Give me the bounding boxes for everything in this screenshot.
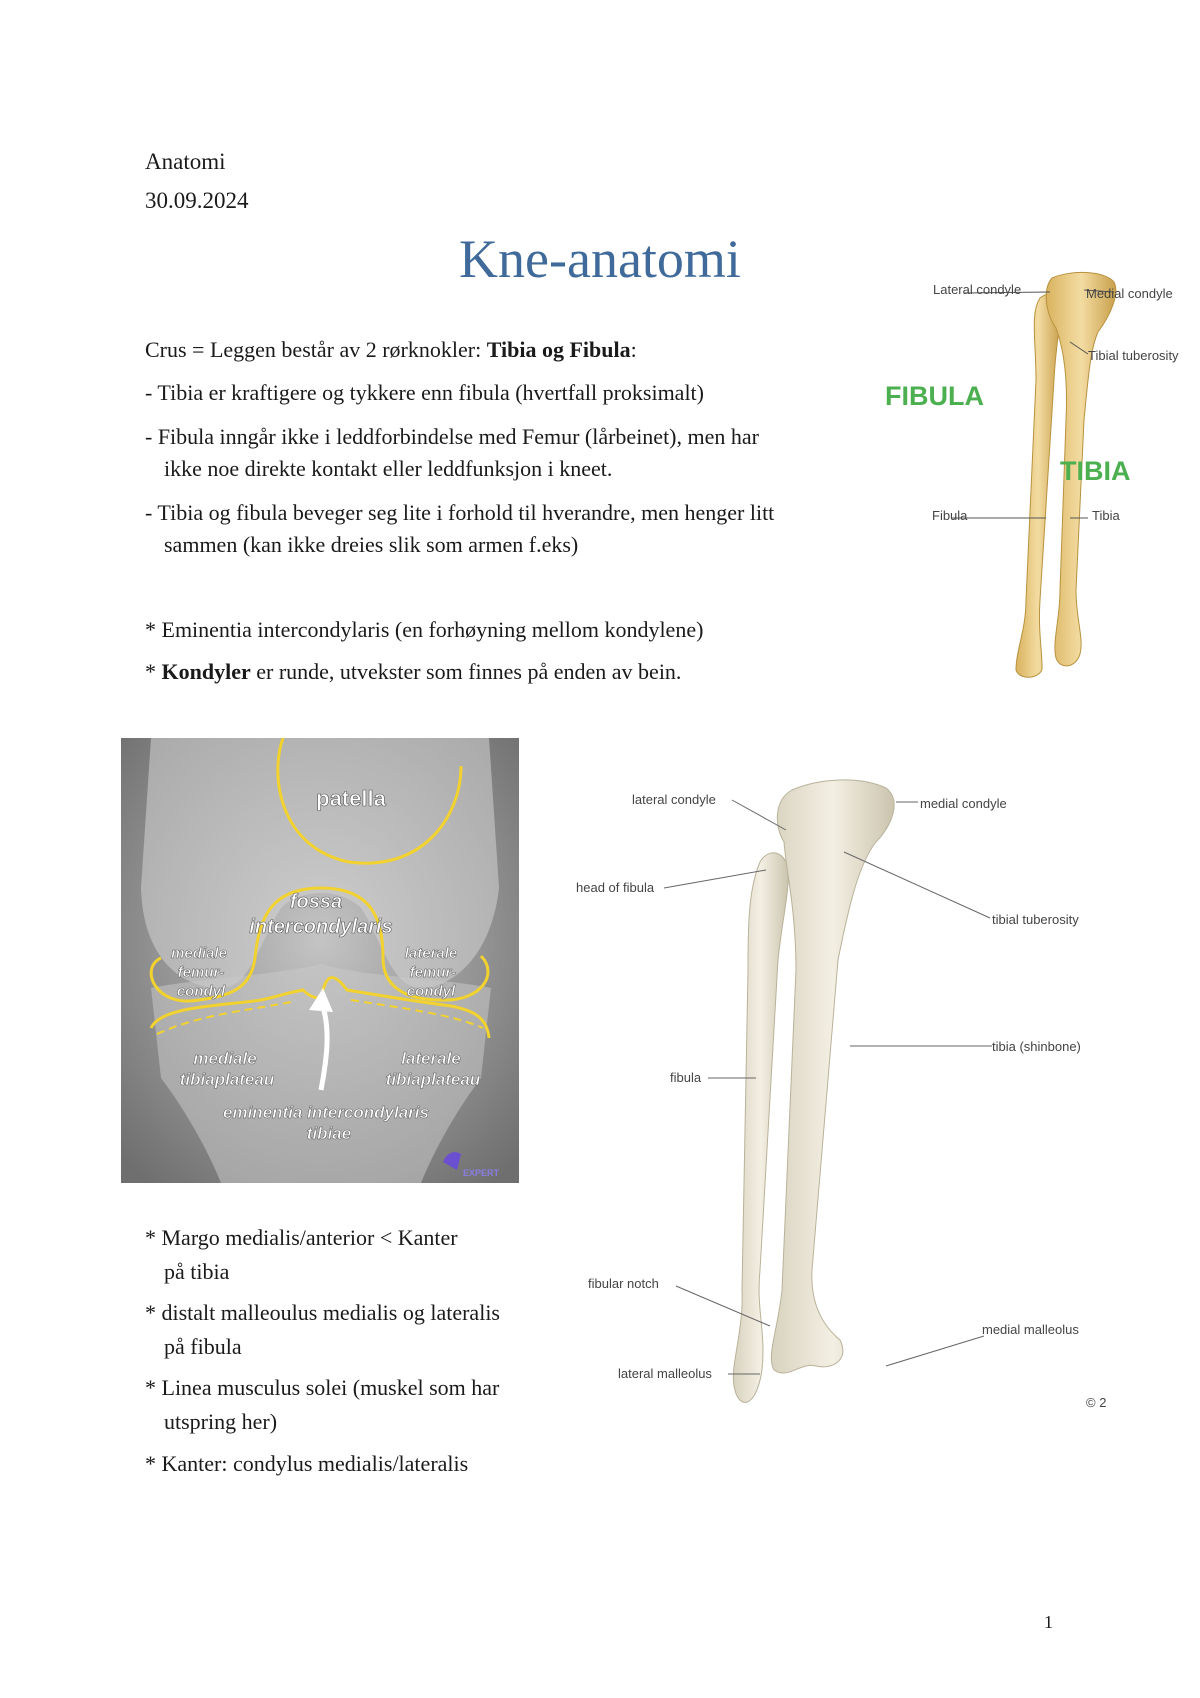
large-lateral-condyle-label: lateral condyle: [632, 792, 716, 807]
xray-medial-femur-label-1: mediale: [171, 945, 227, 962]
note-kondyler-bold: Kondyler: [161, 659, 251, 684]
xray-fossa-label-2: intercondylaris: [249, 916, 393, 938]
list-item-linea-2: utspring her): [164, 1409, 278, 1434]
intro-text: Crus = Leggen består av 2 rørknokler:: [145, 337, 487, 362]
tibia-big-label: TIBIA: [1060, 456, 1131, 486]
list-item-malleolus-2: på fibula: [164, 1334, 242, 1359]
intro-bold: Tibia og Fibula: [486, 337, 631, 362]
large-fibula-label: fibula: [670, 1070, 702, 1085]
xray-medial-femur-label-3: condyl: [176, 983, 226, 1000]
page-number: 1: [1044, 1612, 1053, 1632]
intro-paragraph: [145, 334, 637, 366]
tibia-fibula-figure-small: [870, 270, 1179, 710]
small-medial-condyle-label: Medial condyle: [1086, 286, 1173, 301]
xray-lateral-femur-label-2: femur-: [409, 964, 457, 981]
small-tibia-label: Tibia: [1092, 508, 1120, 523]
list-item-malleolus: * distalt malleoulus medialis og lateralis: [145, 1300, 500, 1325]
list-item-linea: * Linea musculus solei (muskel som har: [145, 1375, 500, 1400]
large-copyright-label: © 2: [1086, 1395, 1107, 1410]
xray-logo-text: EXPERT: [463, 1168, 500, 1178]
note-kondyler-rest: er runde, utvekster som finnes på enden av bein.: [250, 659, 682, 684]
xray-eminentia-label-1: eminentia intercondylaris: [223, 1103, 429, 1122]
xray-lateral-tibia-label-1: laterale: [401, 1049, 461, 1068]
bullet-3-line-2: sammen (kan ikke dreies slik som armen f.eks): [164, 532, 579, 557]
note-kondyler-star: *: [145, 659, 162, 684]
large-lateral-malleolus-label: lateral malleolus: [618, 1366, 712, 1381]
xray-fossa-label-1: fossa: [289, 891, 343, 913]
subject-label: Anatomi: [145, 149, 226, 174]
small-fibula-bone: [1016, 294, 1060, 677]
xray-medial-tibia-label-2: tibiaplateau: [179, 1070, 275, 1089]
large-tibial-tuberosity-label: tibial tuberosity: [992, 912, 1079, 927]
bullet-2-line-1: - Fibula inngår ikke i leddforbindelse med Femur (lårbeinet), men har: [145, 424, 759, 449]
large-fibular-notch-label: fibular notch: [588, 1276, 659, 1291]
date-label: 30.09.2024: [145, 188, 249, 213]
bullet-1: - Tibia er kraftigere og tykkere enn fibula (hvertfall proksimalt): [145, 380, 704, 405]
small-tibial-tuberosity-label: Tibial tuberosity: [1088, 348, 1179, 363]
note-eminentia: * Eminentia intercondylaris (en forhøyning mellom kondylene): [145, 617, 704, 642]
large-head-of-fibula-label: head of fibula: [576, 880, 655, 895]
small-fibula-label: Fibula: [932, 508, 968, 523]
xray-lateral-femur-label-3: condyl: [406, 983, 456, 1000]
large-medial-condyle-label: medial condyle: [920, 796, 1007, 811]
bullet-3-line-1: - Tibia og fibula beveger seg lite i forhold til hverandre, men henger litt: [145, 500, 775, 525]
list-item-kanter: * Kanter: condylus medialis/lateralis: [145, 1451, 469, 1476]
small-lateral-condyle-label: Lateral condyle: [933, 282, 1022, 297]
list-item-margo: * Margo medialis/anterior < Kanter: [145, 1225, 458, 1250]
note-kondyler: [145, 656, 681, 688]
intro-end: :: [630, 337, 637, 362]
large-tibia-label: tibia (shinbone): [992, 1039, 1081, 1054]
xray-lateral-femur-label-1: laterale: [404, 945, 458, 962]
xray-eminentia-label-2: tibiae: [306, 1124, 352, 1143]
large-medial-malleolus-label: medial malleolus: [982, 1322, 1079, 1337]
page-title: Kne-anatomi: [459, 229, 741, 289]
xray-lateral-tibia-label-2: tibiaplateau: [385, 1070, 481, 1089]
tibia-fibula-figure-large: [560, 770, 1120, 1420]
xray-medial-femur-label-2: femur-: [177, 964, 225, 981]
fibula-big-label: FIBULA: [885, 381, 984, 411]
bullet-2-line-2: ikke noe direkte kontakt eller leddfunksjon i kneet.: [164, 456, 613, 481]
xray-medial-tibia-label-1: mediale: [193, 1049, 257, 1068]
list-item-margo-2: på tibia: [164, 1259, 230, 1284]
xray-patella-label: patella: [316, 786, 386, 811]
knee-xray-image: [121, 738, 519, 1183]
large-tibia-bone: [771, 780, 894, 1373]
